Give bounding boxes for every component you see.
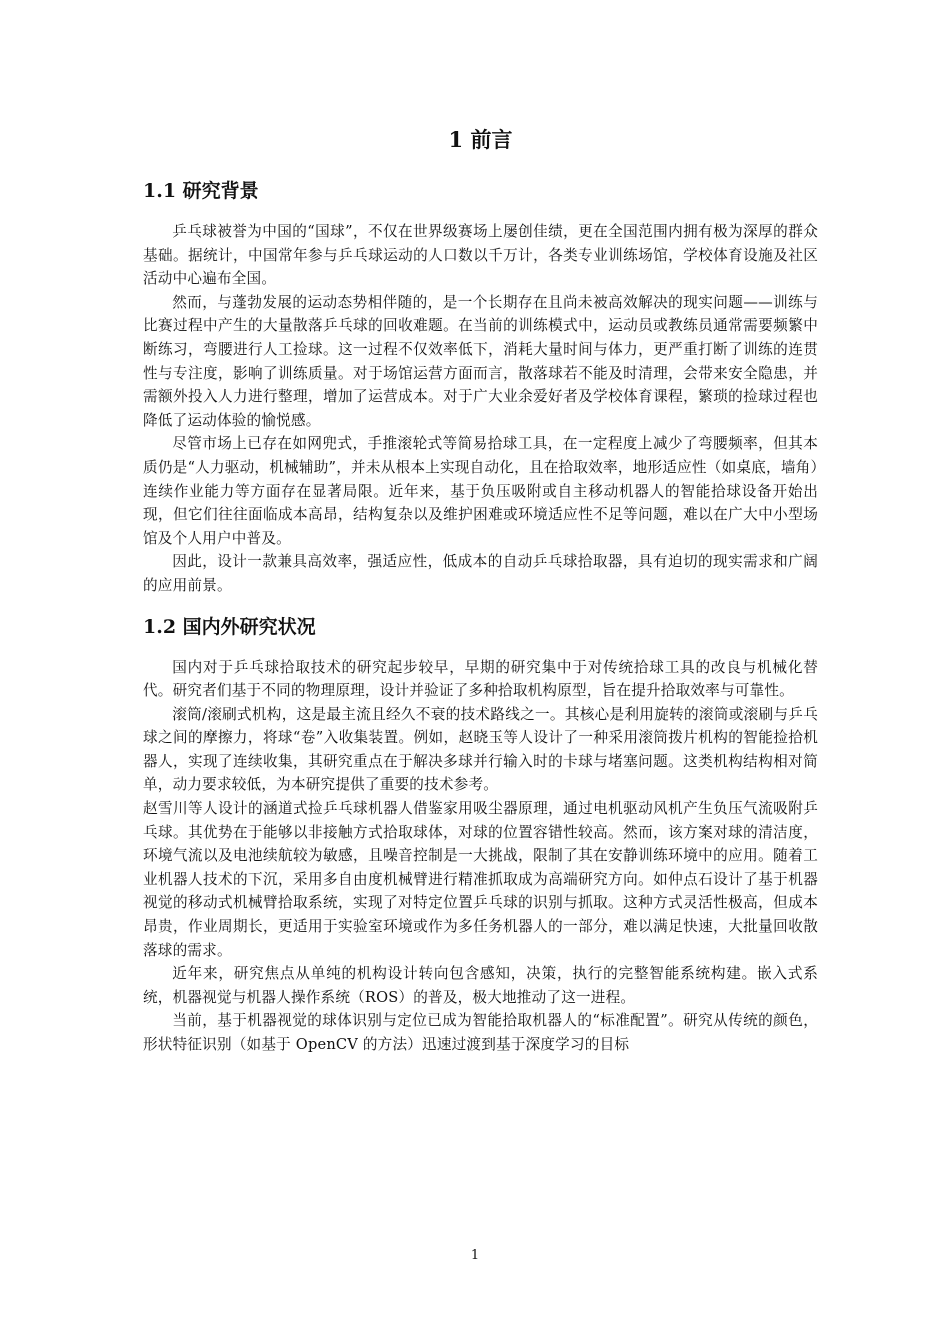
page-number: 1	[470, 1248, 480, 1263]
paragraph: 近年来，研究焦点从单纯的机构设计转向包含感知，决策，执行的完整智能系统构建。嵌入式系统，机器视觉与机器人操作系统（ROS）的普及，极大地推动了这一进程。	[143, 965, 818, 1006]
section-research-status	[143, 608, 818, 1057]
section-heading: 1.1 研究背景	[143, 180, 259, 202]
section-heading: 1.2 国内外研究状况	[143, 615, 316, 638]
section-research-background	[143, 172, 818, 598]
paragraph: 当前，基于机器视觉的球体识别与定位已成为智能拾取机器人的“标准配置”。研究从传统的颜色，形状特征识别（如基于 OpenCV 的方法）迅速过渡到基于深度学习的目标	[143, 1012, 818, 1053]
paragraph: 赵雪川等人设计的涵道式捡乒乓球机器人借鉴家用吸尘器原理，通过电机驱动风机产生负压气流吸附乒乓球。其优势在于能够以非接触方式拾取球体，对球的位置容错性较高。然而，该方案对球的清洁度，环境气流以及电池续航较为敏感，且噪音控制是一大挑战，限制了其在安静训练环境中的应用。随着工业机器人技术的下沉，采用多自由度机械臂进行精准抓取成为高端研究方向。如仲点石设计了基于机器视觉的移动式机械臂拾取系统，实现了对特定位置乒乓球的识别与抓取。这种方式灵活性极高，但成本昂贵，作业周期长，更适用于实验室环境或作为多任务机器人的一部分，难以满足快速，大批量回收散落球的需求。	[143, 800, 818, 959]
paragraph: 国内对于乒乓球拾取技术的研究起步较早，早期的研究集中于对传统拾球工具的改良与机械化替代。研究者们基于不同的物理原理，设计并验证了多种拾取机构原型，旨在提升拾取效率与可靠性。	[143, 658, 818, 700]
paragraph: 滚筒/滚刷式机构，这是最主流且经久不衰的技术路线之一。其核心是利用旋转的滚筒或滚刷与乒乓球之间的摩擦力，将球“卷”入收集装置。例如，赵晓玉等人设计了一种采用滚筒拨片机构的智能捡拾机器人，实现了连续收集，其研究重点在于解决多球并行输入时的卡球与堵塞问题。这类机构结构相对简单，动力要求较低，为本研究提供了重要的技术参考。	[143, 705, 818, 794]
chapter-title: 1 前言	[448, 127, 513, 152]
paragraph: 尽管市场上已存在如网兜式，手推滚轮式等简易拾球工具，在一定程度上减少了弯腰频率，但其本质仍是“人力驱动，机械辅助”，并未从根本上实现自动化，且在拾取效率，地形适应性（如桌底，墙角）连续作业能力等方面存在显著局限。近年来，基于负压吸附或自主移动机器人的智能拾球设备开始出现，但它们往往面临成本高昂，结构复杂以及维护困难或环境适应性不足等问题，难以在广大中小型场馆及个人用户中普及。	[143, 435, 818, 547]
paragraph: 然而，与蓬勃发展的运动态势相伴随的，是一个长期存在且尚未被高效解决的现实问题——训练与比赛过程中产生的大量散落乒乓球的回收难题。在当前的训练模式中，运动员或教练员通常需要频繁中断练习，弯腰进行人工捡球。这一过程不仅效率低下，消耗大量时间与体力，更严重打断了训练的连贯性与专注度，影响了训练质量。对于场馆运营方面而言，散落球若不能及时清理，会带来安全隐患，并需额外投入人力进行整理，增加了运营成本。对于广大业余爱好者及学校体育课程，繁琐的捡球过程也降低了运动体验的愉悦感。	[143, 293, 818, 429]
document-page	[143, 120, 818, 1057]
paragraph: 乒乓球被誉为中国的“国球”，不仅在世界级赛场上屡创佳绩，更在全国范围内拥有极为深厚的群众基础。据统计，中国常年参与乒乓球运动的人口数以千万计，各类专业训练场馆，学校体育设施及社区活动中心遍布全国。	[143, 223, 818, 288]
section-spacer	[143, 598, 818, 608]
paragraph: 因此，设计一款兼具高效率，强适应性，低成本的自动乒乓球拾取器，具有迫切的现实需求和广阔的应用前景。	[143, 553, 818, 594]
